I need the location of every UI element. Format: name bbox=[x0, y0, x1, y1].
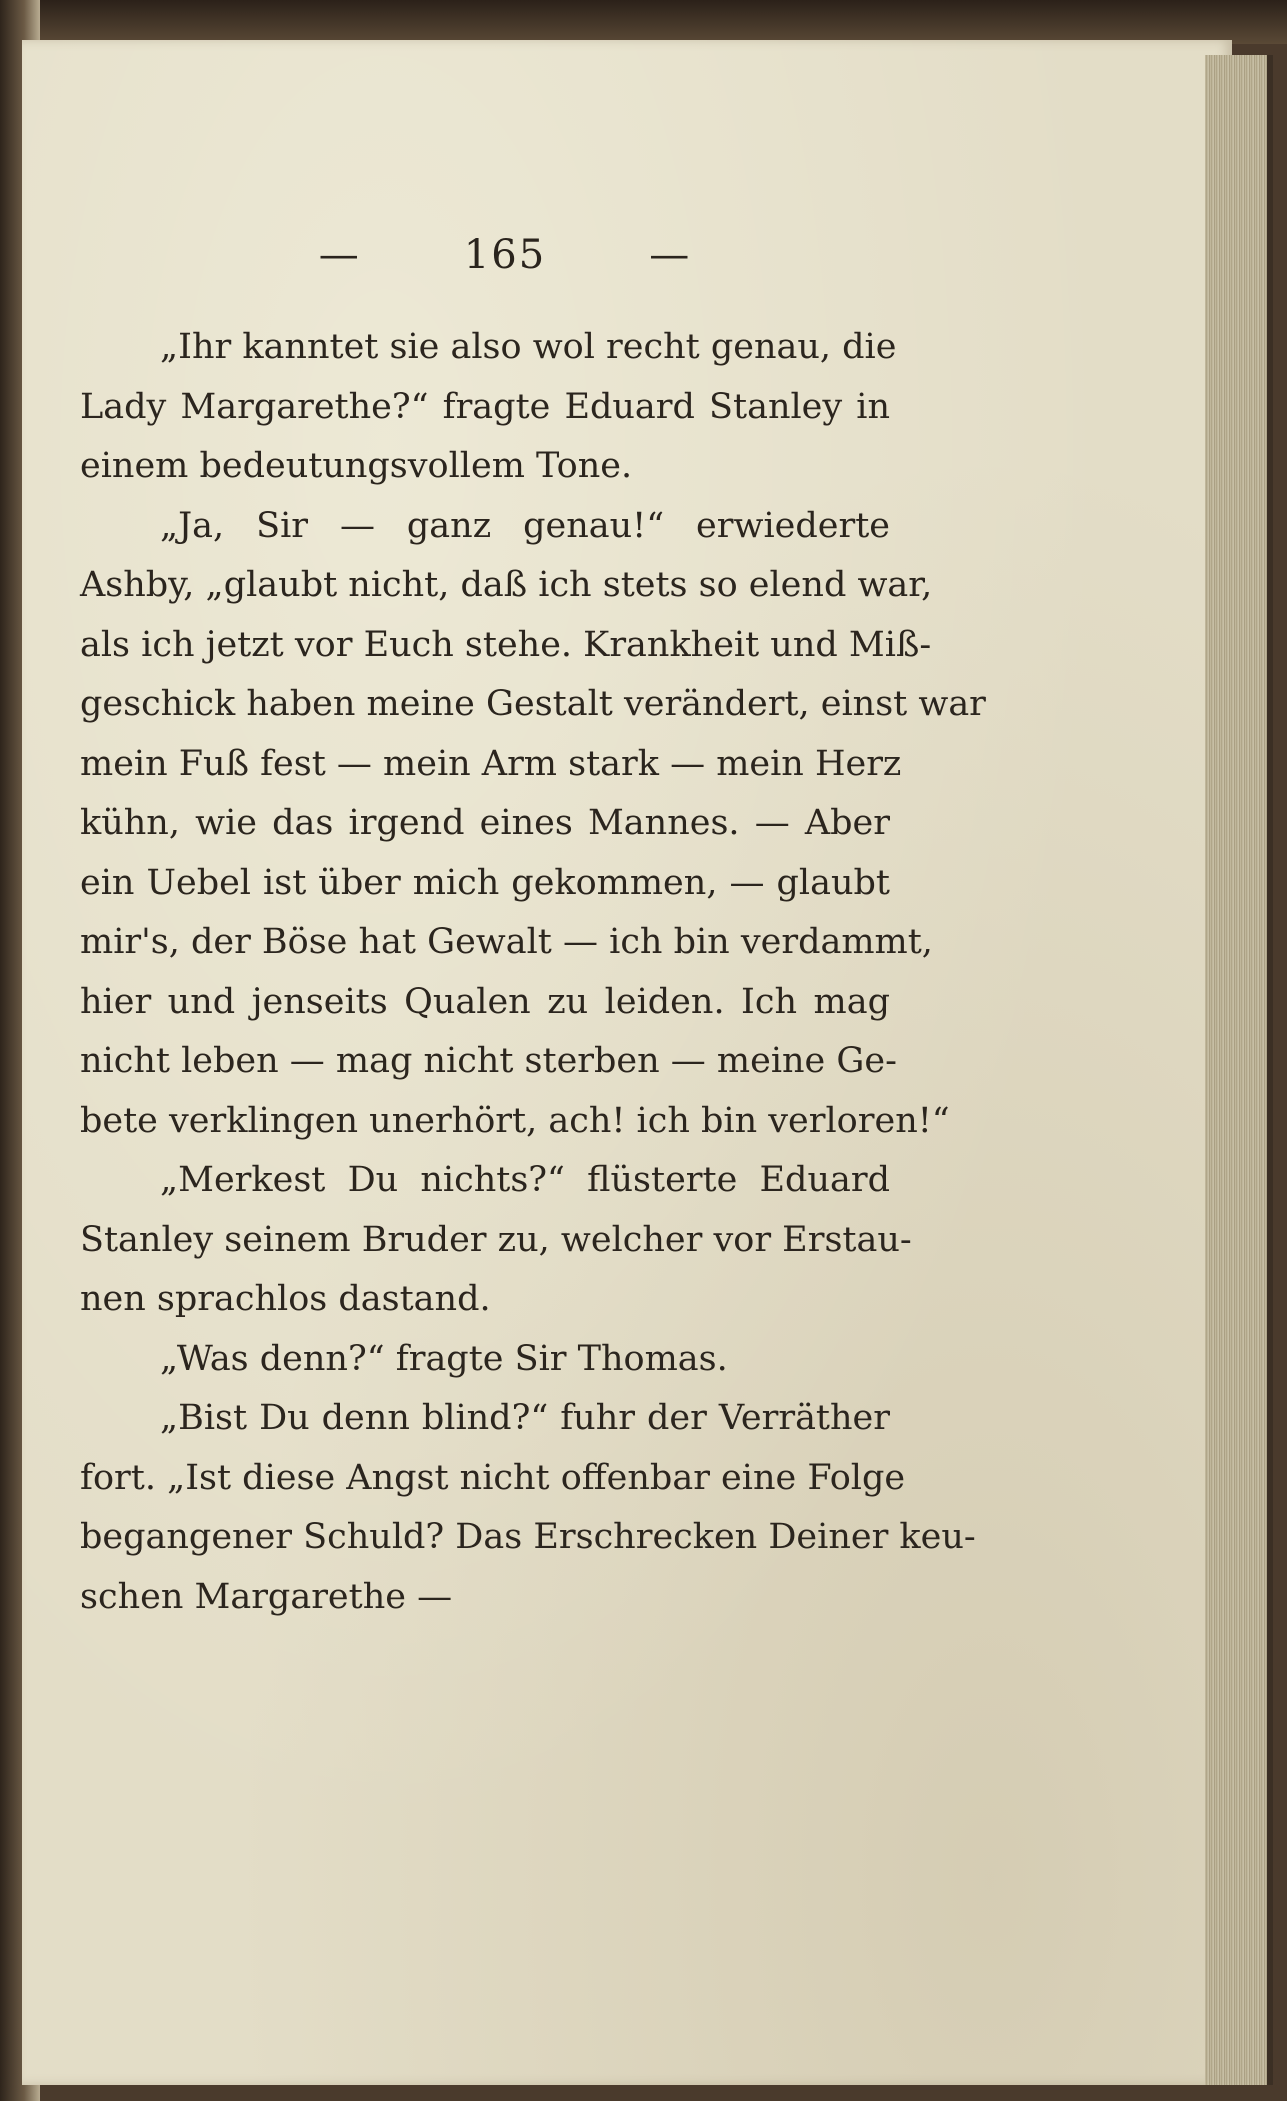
page-header bbox=[0, 232, 1010, 278]
text-line: begangener Schuld? Das Erschrecken Deiner keu- bbox=[80, 1517, 976, 1557]
text-line: schen Margarethe — bbox=[80, 1576, 453, 1617]
text-line: mir's, der Böse hat Gewalt — ich bin verdammt, bbox=[80, 922, 933, 962]
text-line: mein Fuß fest — mein Arm stark — mein Herz bbox=[80, 743, 902, 784]
text-line: Lady Margarethe?“ fragte Eduard Stanley in bbox=[80, 386, 890, 427]
page-number: 165 bbox=[463, 232, 547, 278]
text-line: geschick haben meine Gestalt verändert, einst war bbox=[80, 684, 986, 724]
text-line: „Was denn?“ fragte Sir Thomas. bbox=[160, 1338, 728, 1379]
text-line: „Ja, Sir — ganz genau!“ erwiederte bbox=[160, 505, 890, 546]
text-line: ein Uebel ist über mich gekommen, — glaubt bbox=[80, 862, 890, 903]
text-line: bete verklingen unerhört, ach! ich bin verloren!“ bbox=[80, 1100, 950, 1141]
body-text bbox=[80, 318, 986, 1627]
text-line: fort. „Ist diese Angst nicht offenbar eine Folge bbox=[80, 1457, 906, 1498]
text-line: Ashby, „glaubt nicht, daß ich stets so elend war, bbox=[80, 565, 933, 605]
header-dash-left: — bbox=[318, 232, 361, 278]
text-line: nicht leben — mag nicht sterben — meine Ge- bbox=[80, 1041, 897, 1081]
text-line: einem bedeutungsvollem Tone. bbox=[80, 446, 633, 486]
text-line: nen sprachlos dastand. bbox=[80, 1279, 491, 1319]
text-line: kühn, wie das irgend eines Mannes. — Aber bbox=[80, 803, 890, 843]
book-top-edge bbox=[0, 0, 1287, 44]
text-line: als ich jetzt vor Euch stehe. Krankheit und Miß- bbox=[80, 624, 932, 665]
header-dash-right: — bbox=[649, 232, 692, 278]
text-line: „Ihr kanntet sie also wol recht genau, die bbox=[160, 327, 897, 367]
text-line: Stanley seinem Bruder zu, welcher vor Erstau- bbox=[80, 1219, 912, 1260]
text-line: „Merkest Du nichts?“ flüsterte Eduard bbox=[160, 1160, 890, 1200]
text-line: hier und jenseits Qualen zu leiden. Ich mag bbox=[80, 981, 890, 1022]
page-edges bbox=[1205, 55, 1273, 2085]
text-line: „Bist Du denn blind?“ fuhr der Verräther bbox=[160, 1398, 890, 1438]
